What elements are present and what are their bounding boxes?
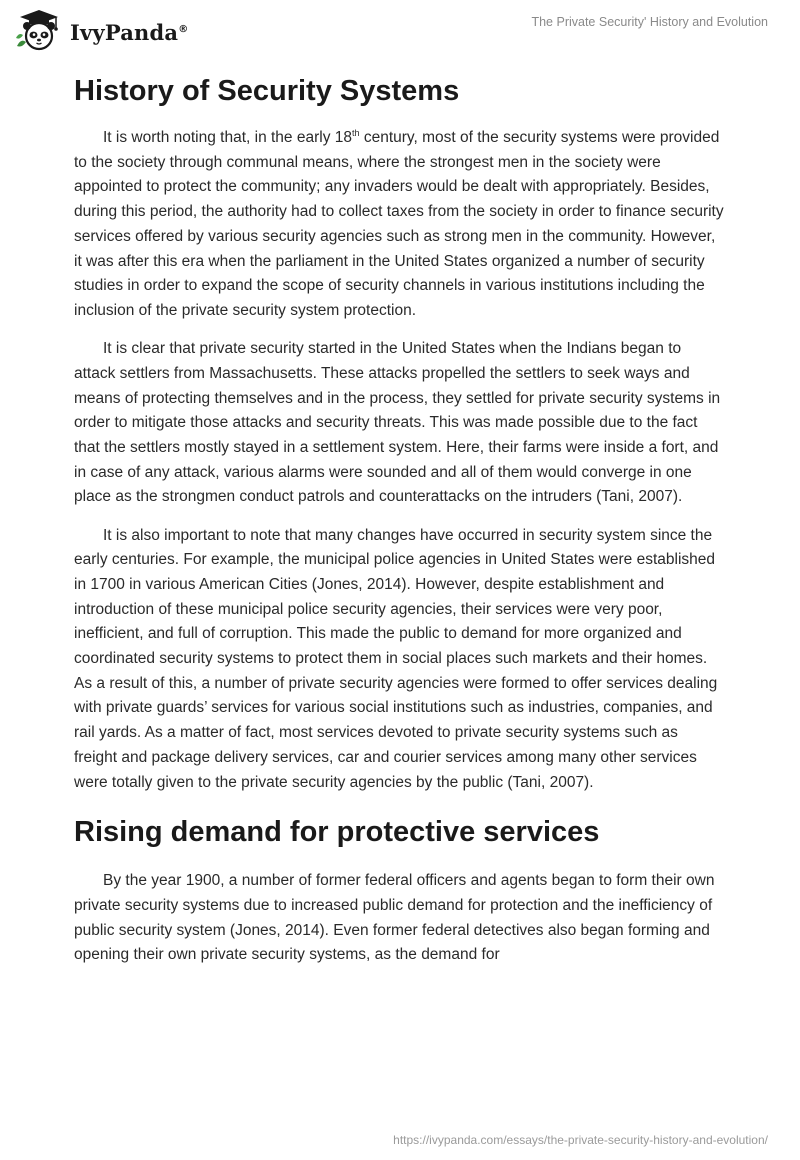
- document-title: The Private Security' History and Evolution: [531, 15, 768, 29]
- ivypanda-logo[interactable]: [14, 8, 188, 52]
- paragraph: It is worth noting that, in the early 18th century, most of the security systems were provided to the society through communal means, where the strongest men in the society were appointed to protect the community; any invaders would be dealt with appropriately. Besides, during this period, the authority had to collect taxes from the society in order to finance security services offered by various security agencies such as strong men in the community. However, it was after this era when the parliament in the United States organized a number of security studies in order to expand the scope of security channels in various institutions including the inclusion of the private security system protection.: [74, 128, 724, 319]
- paragraph: It is clear that private security started in the United States when the Indians began to attack settlers from Massachusetts. These attacks propelled the settlers to seek ways and means of protecting themselves and in the process, they settled for private security systems in order to mitigate those attacks and security threats. This was made possible due to the fact that the settlers mostly stayed in a settlement system. Here, their farms were inside a fort, and in case of any attack, various alarms were sounded and all of them would converge in one place as the strongmen conduct patrols and counterattacks on the intruders (Tani, 2007).: [74, 340, 721, 506]
- panda-graduate-icon: [14, 8, 64, 52]
- page-header: [0, 0, 800, 60]
- logo-text: IvyPanda®: [70, 19, 189, 45]
- paragraph: By the year 1900, a number of former federal officers and agents began to form their own private security systems due to increased public demand for protection and the inefficiency of public security system (Jones, 2014). Even former federal detectives also began forming and opening their own private security systems, as the demand for: [74, 872, 715, 964]
- paragraph: It is also important to note that many changes have occurred in security system since the early centuries. For example, the municipal police agencies in United States were established in 1700 in various American Cities (Jones, 2014). However, despite establishment and introduction of these municipal police security agencies, their services were very poor, inefficient, and full of corruption. This made the public to demand for more organized and coordinated security systems to protect them in social places such markets and their homes. As a result of this, a number of private security agencies were formed to offer services dealing with private guards’ services for various social institutions such as industries, companies, and rail yards. As a matter of fact, most services devoted to private security systems such as freight and package delivery services, car and courier services among many other services were totally given to the private security agencies by the public (Tani, 2007).: [74, 526, 718, 791]
- essay-body: [74, 68, 724, 982]
- section-heading: History of Security Systems: [74, 75, 460, 107]
- source-url[interactable]: https://ivypanda.com/essays/the-private-security-history-and-evolution/: [393, 1133, 768, 1147]
- section-heading: Rising demand for protective services: [74, 816, 600, 849]
